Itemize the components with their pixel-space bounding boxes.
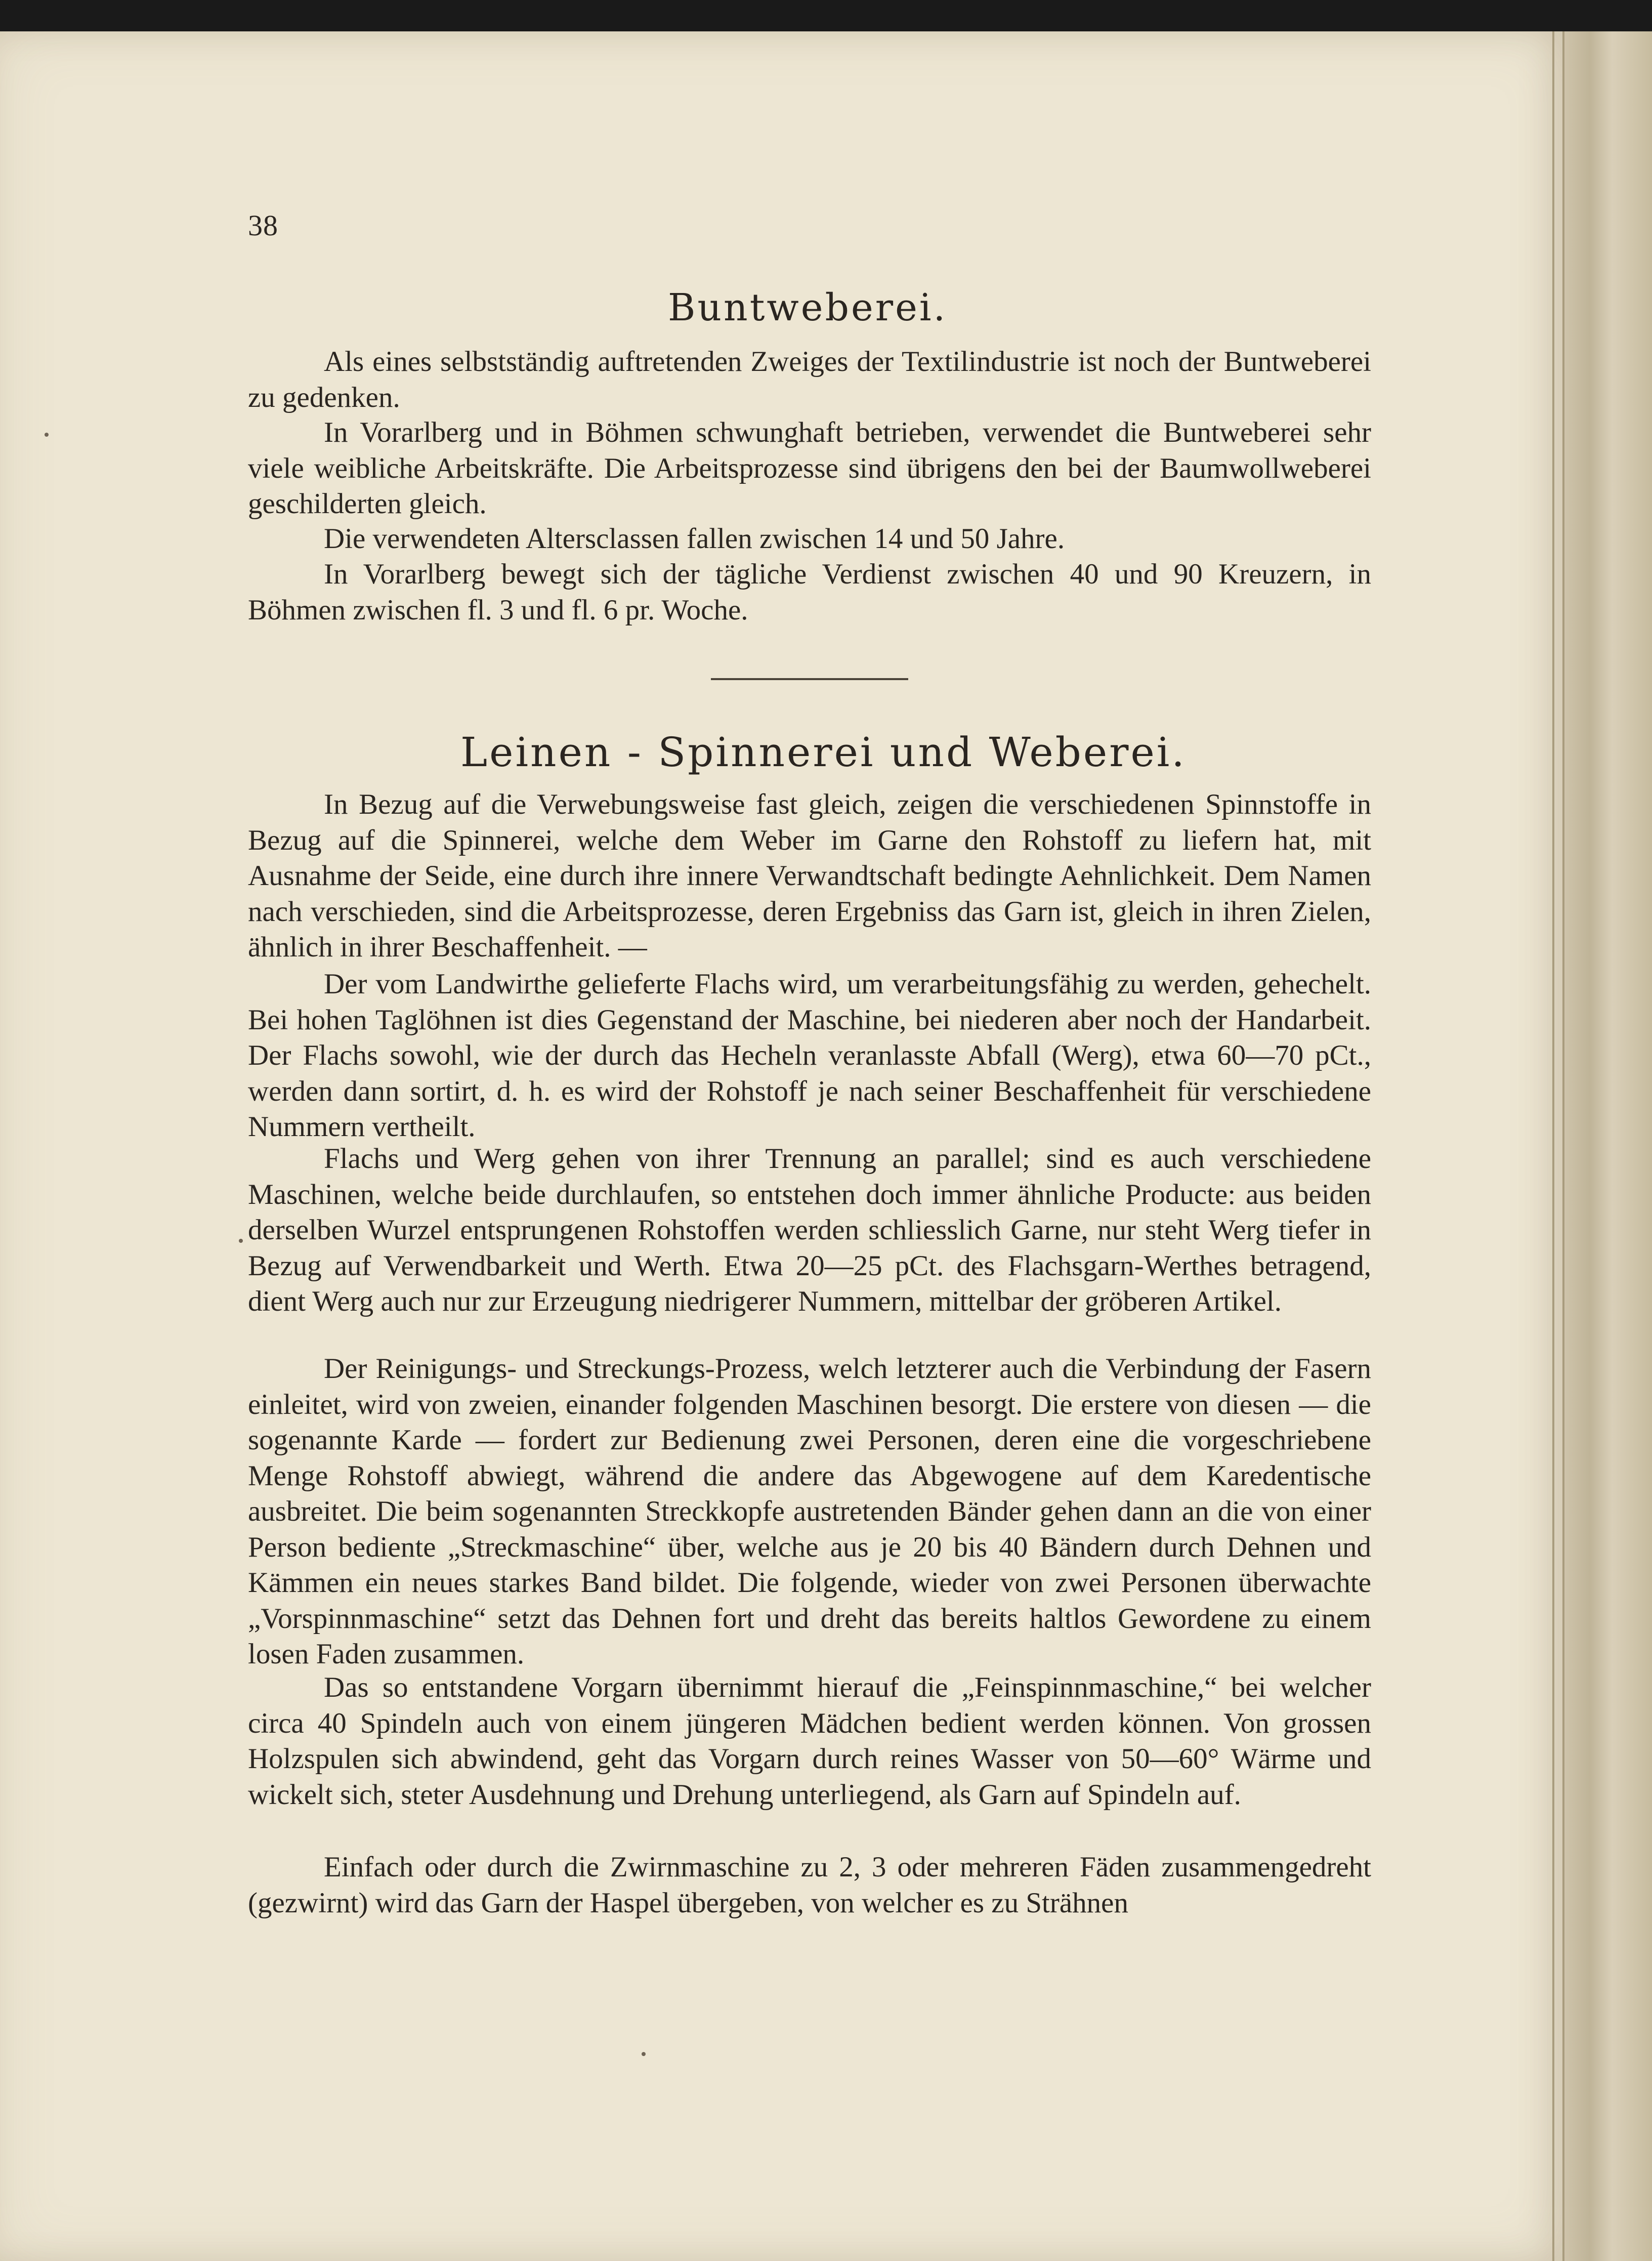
paper-speck xyxy=(642,2052,646,2056)
section-divider xyxy=(711,678,908,680)
paragraph: In Vorarlberg und in Böhmen schwunghaft betrieben, verwendet die Buntweberei sehr viele weibliche Arbeitskräfte. Die Arbeitsprozesse sind übrigens den bei der Baumwollweberei geschilderten gleich. xyxy=(248,416,1371,520)
page-edge xyxy=(1563,31,1652,2261)
paper-speck xyxy=(45,433,49,437)
section-heading: Buntweberei. xyxy=(668,286,948,329)
paragraph: In Vorarlberg bewegt sich der tägliche Verdienst zwischen 40 und 90 Kreuzern, in Böhmen zwischen fl. 3 und fl. 6 pr. Woche. xyxy=(248,558,1371,626)
paragraph: Einfach oder durch die Zwirnmaschine zu 2, 3 oder mehreren Fäden zusammengedreht (gezwirnt) wird das Garn der Haspel übergeben, von welcher es zu Strähnen xyxy=(248,1851,1371,1919)
section-heading: Leinen - Spinnerei und Weberei. xyxy=(460,729,1187,776)
paragraph: Der vom Landwirthe gelieferte Flachs wird, um verarbeitungsfähig zu werden, gehechelt. Bei hohen Taglöhnen ist dies Gegenstand der Maschine, bei niederen aber noch der Handarbeit. Der Flachs sowohl, wie der durch das Hecheln veranlasste Abfall (Werg), etwa 60—70 pCt., werden dann sortirt, d. h. es wird der Rohstoff je nach seiner Beschaffenheit für verschiedene Nummern vertheilt. xyxy=(248,968,1371,1143)
page-edge-line xyxy=(1552,31,1554,2261)
paragraph: In Bezug auf die Verwebungsweise fast gleich, zeigen die verschiedenen Spinnstoffe in Bezug auf die Spinnerei, welche dem Weber im Garne den Rohstoff zu liefern hat, mit Ausnahme der Seide, eine durch ihre innere Verwandtschaft bedingte Aehnlichkeit. Dem Namen nach verschieden, sind die Arbeitsprozesse, deren Ergebniss das Garn ist, gleich in ihren Zielen, ähnlich in ihrer Beschaffenheit. — xyxy=(248,788,1371,963)
paper-speck xyxy=(239,1239,243,1243)
paragraph: Der Reinigungs- und Streckungs-Prozess, welch letzterer auch die Verbindung der Fasern einleitet, wird von zweien, einander folgenden Maschinen besorgt. Die erstere von diesen — die sogenannte Karde — fordert zur Bedienung zwei Personen, deren eine die vorgeschriebene Menge Rohstoff abwiegt, während die andere das Abgewogene auf dem Karedentische ausbreitet. Die beim sogenannten Streckkopfe austretenden Bänder gehen dann an die von einer Person bediente „Streckmaschine“ über, welche aus je 20 bis 40 Bändern durch Dehnen und Kämmen ein neues starkes Band bildet. Die folgende, wieder von zwei Personen überwachte „Vorspinnmaschine“ setzt das Dehnen fort und dreht das bereits haltlos Gewordene zu einem losen Faden zusammen. xyxy=(248,1353,1371,1670)
paragraph: Flachs und Werg gehen von ihrer Trennung an parallel; sind es auch verschiedene Maschinen, welche beide durchlaufen, so entstehen doch immer ähnliche Producte: aus beiden derselben Wurzel entsprungenen Rohstoffen werden schliesslich Garne, nur steht Werg tiefer in Bezug auf Verwendbarkeit und Werth. Etwa 20—25 pCt. des Flachsgarn-Werthes betragend, dient Werg auch nur zur Erzeugung niedrigerer Nummern, mittelbar der gröberen Artikel. xyxy=(248,1143,1371,1317)
page-number: 38 xyxy=(248,209,278,242)
paragraph: Das so entstandene Vorgarn übernimmt hierauf die „Feinspinnmaschine,“ bei welcher circa 40 Spindeln auch von einem jüngeren Mädchen bedient werden können. Von grossen Holzspulen sich abwindend, geht das Vorgarn durch reines Wasser von 50—60° Wärme und wickelt sich, steter Ausdehnung und Drehung unterliegend, als Garn auf Spindeln auf. xyxy=(248,1671,1371,1811)
paragraph: Die verwendeten Altersclassen fallen zwischen 14 und 50 Jahre. xyxy=(324,523,1065,555)
page-edge-line xyxy=(1562,31,1564,2261)
paragraph: Als eines selbstständig auftretenden Zweiges der Textilindustrie ist noch der Buntweberei zu gedenken. xyxy=(248,346,1371,413)
